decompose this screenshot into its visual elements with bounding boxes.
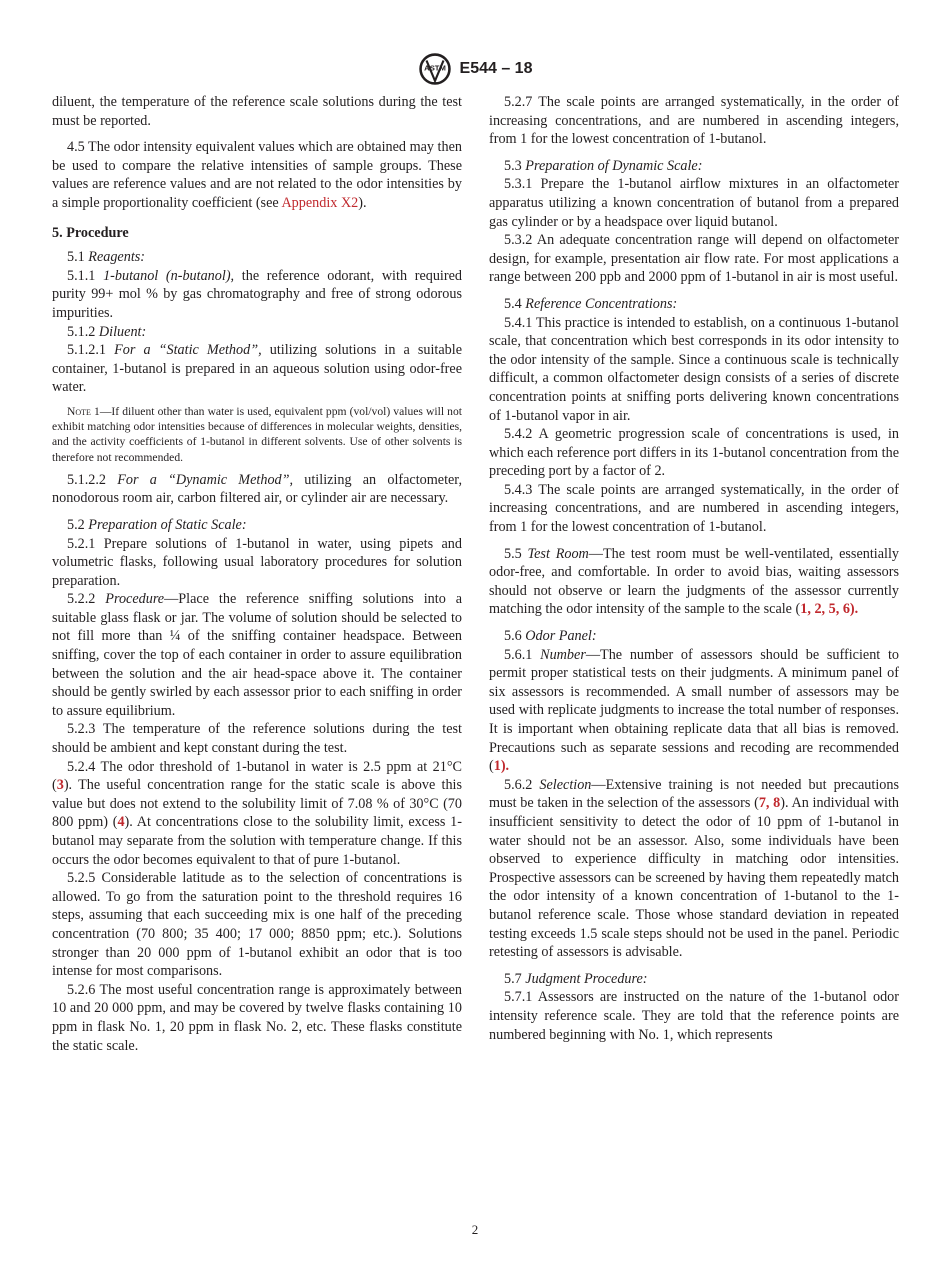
- paragraph-5-2-4: 5.2.4 The odor threshold of 1-butanol in water is 2.5 ppm at 21°C (3). The useful concentration range for the static scale is above this value but does not extend to the solubility limit of 7.08 % of 30°C (70 800 ppm) (4). At concentrations close to the solubility limit, excess 1-butanol may separate from the solution with temperature change. If this occurs the odor becomes equivalent to that of pure 1-butanol.: [52, 758, 462, 868]
- paragraph-continued: diluent, the temperature of the reference scale solutions during the test must be reported.: [52, 94, 462, 129]
- reference-link[interactable]: 2: [814, 601, 822, 618]
- paragraph-5-6-2: 5.6.2 Selection—Extensive training is not needed but precautions must be taken in the selection of the assessors (7, 8). An individual with insufficient sensitivity to detect the odor of 10 ppm of 1-butanol in water should not be an assessor. Also, some individuals have been observed to experience difficulty in matching odor intensities. Prospective assessors can be screened by having them repeatedly match the odor intensity of a known concentration of 1-butanol to the 1-butanol reference scale. Those whose standard deviation in repeated testing exceeds 1.5 scale steps should not be used in the panel. Periodic retesting of assessors is advisable.: [489, 776, 899, 961]
- paragraph-5-6: 5.6 Odor Panel:: [504, 628, 597, 645]
- svg-text:ASTM: ASTM: [423, 63, 446, 73]
- reference-link[interactable]: 7: [758, 795, 766, 812]
- paragraph-5-7: 5.7 Judgment Procedure:: [504, 970, 648, 987]
- section-heading-procedure: 5. Procedure: [52, 224, 129, 241]
- page-number: 2: [471, 1222, 479, 1237]
- paragraph-5-3-2: 5.3.2 An adequate concentration range will depend on olfactometer design, for example, presentation air flow rate. For most applications a range between 200 ppb and 2000 ppm of 1-butanol in air is most useful.: [489, 232, 899, 286]
- paragraph-5-6-1: 5.6.1 Number—The number of assessors should be sufficient to permit proper statistical tests on their judgments. A minimum panel of six assessors is recommended. A small number of assessors may be used with replicate judgments to increase the total number of responses. It is important when obtaining replicate data that all bias is removed. Precautions such as separate sessions and recoding are recommended (1).: [489, 646, 900, 775]
- paragraph-5-4-2: 5.4.2 A geometric progression scale of concentrations is used, in which each reference port differs in its 1-butanol concentration from the preceding port by a factor of 2.: [489, 426, 899, 480]
- page-header: [0, 52, 950, 86]
- paragraph-5-5: 5.5 Test Room—The test room must be well-ventilated, essentially odor-free, and comfortable. In order to avoid bias, waiting assessors should not observe or learn the judgments of the assessor currently matching the odor intensity of the sample to the scale (1, 2, 5, 6).: [489, 545, 900, 618]
- paragraph-5-2-6: 5.2.6 The most useful concentration range is approximately between 10 and 20 000 ppm, and may be covered by twelve flasks containing 10 ppm in flask No. 1, 20 ppm in flask No. 2, etc. These flasks constitute the static scale.: [52, 981, 462, 1054]
- reference-link[interactable]: 3: [56, 777, 64, 794]
- left-column: [52, 93, 462, 1055]
- paragraph-5-4: 5.4 Reference Concentrations:: [504, 295, 678, 312]
- paragraph-5-2-7: 5.2.7 The scale points are arranged systematically, in the order of increasing concentrations, and are numbered in ascending integers, from 1 for the lowest concentration of 1-butanol.: [489, 94, 899, 148]
- astm-logo-icon: [418, 52, 452, 86]
- reference-link[interactable]: 1: [493, 758, 501, 775]
- paragraph-5-1-2-2: 5.1.2.2 For a “Dynamic Method”, utilizing an olfactometer, nonodorous room air, carbon filtered air, or cylinder air are necessary.: [52, 471, 463, 507]
- reference-link[interactable]: 4: [117, 814, 125, 831]
- paragraph-5-2-1: 5.2.1 Prepare solutions of 1-butanol in water, using pipets and volumetric flasks, following usual laboratory procedures for solution preparation.: [52, 535, 462, 589]
- appendix-x2-link[interactable]: Appendix X2: [281, 194, 359, 211]
- paragraph-5-2-5: 5.2.5 Considerable latitude as to the selection of concentrations is allowed. To go from the saturation point to the threshold requires 16 steps, assuming that each succeeding mix is one half of the preceding concentration (70 800; 35 400; 17 000; 8850 ppm; etc.). Solutions stronger than 20 000 ppm of 1-butanol exhibit an odor that is too intense for most comparisons.: [52, 870, 462, 980]
- paragraph-5-4-1: 5.4.1 This practice is intended to establish, on a continuous 1-butanol scale, that concentration which best corresponds in its odor intensity to the odor intensity of the sample. Since a continuous scale is technically difficult, a common olfactometer design consists of a series of discrete concentration points at sniffing ports delivering known concentrations of 1-butanol vapor in air.: [489, 314, 899, 424]
- paragraph-5-3-1: 5.3.1 Prepare the 1-butanol airflow mixtures in an olfactometer apparatus utilizing a known concentration of butanol from a prepared gas cylinder or by a headspace over liquid butanol.: [489, 176, 899, 230]
- document-id: E544 – 18: [459, 60, 533, 77]
- paragraph-5-1: 5.1 Reagents:: [67, 249, 146, 266]
- paragraph-5-2-2: 5.2.2 Procedure—Place the reference sniffing solutions into a suitable glass flask or jar. The volume of solution should be selected to not fill more than ¼ of the sniffing container headspace. Between sniffing, cover the top of each container in order to assure equilibration between the solution and the air head-space above it. The container should be gently swirled by each assessor prior to each sniffing in order to assure equilibrium.: [52, 591, 462, 719]
- paragraph-5-3: 5.3 Preparation of Dynamic Scale:: [504, 157, 703, 174]
- paragraph-5-7-1: 5.7.1 Assessors are instructed on the nature of the 1-butanol odor intensity reference scale. They are told that the reference points are numbered beginning with No. 1, which represents: [489, 989, 899, 1043]
- paragraph-4-5: 4.5 The odor intensity equivalent values which are obtained may then be used to compare the relative intensities of sample groups. These values are reference values and are not related to the odor intensities by a simple proportionality coefficient (see Appendix X2).: [52, 139, 462, 211]
- note-1: Note 1—If diluent other than water is used, equivalent ppm (vol/vol) values will not exhibit matching odor intensities because of differences in molecular weights, densities, and the activity coefficients of 1-butanol in different solvents. Use of other solvents is therefore not recommended.: [52, 404, 462, 464]
- reference-link[interactable]: 8: [773, 795, 781, 812]
- reference-link[interactable]: 1: [800, 601, 808, 618]
- paragraph-5-4-3: 5.4.3 The scale points are arranged systematically, in the order of increasing concentrations, and are numbered in ascending integers, from 1 for the lowest concentration of 1-butanol.: [489, 481, 899, 536]
- paragraph-5-2-3: 5.2.3 The temperature of the reference solutions during the test should be ambient and kept constant during the test.: [52, 721, 462, 757]
- reference-link[interactable]: 6: [842, 601, 850, 618]
- paragraph-5-1-2-1: 5.1.2.1 For a “Static Method”, utilizing solutions in a suitable container, 1-butanol is prepared in an aqueous solution using odor-free water.: [52, 342, 462, 396]
- paragraph-5-1-1: 5.1.1 1-butanol (n-butanol), the reference odorant, with required purity 99+ mol % by gas chromatography and free of strong odorous impurities.: [52, 267, 462, 321]
- paragraph-5-1-2: 5.1.2 Diluent:: [67, 323, 147, 340]
- reference-link[interactable]: 5: [828, 601, 836, 618]
- paragraph-5-2: 5.2 Preparation of Static Scale:: [67, 516, 247, 533]
- right-column: [489, 93, 899, 1044]
